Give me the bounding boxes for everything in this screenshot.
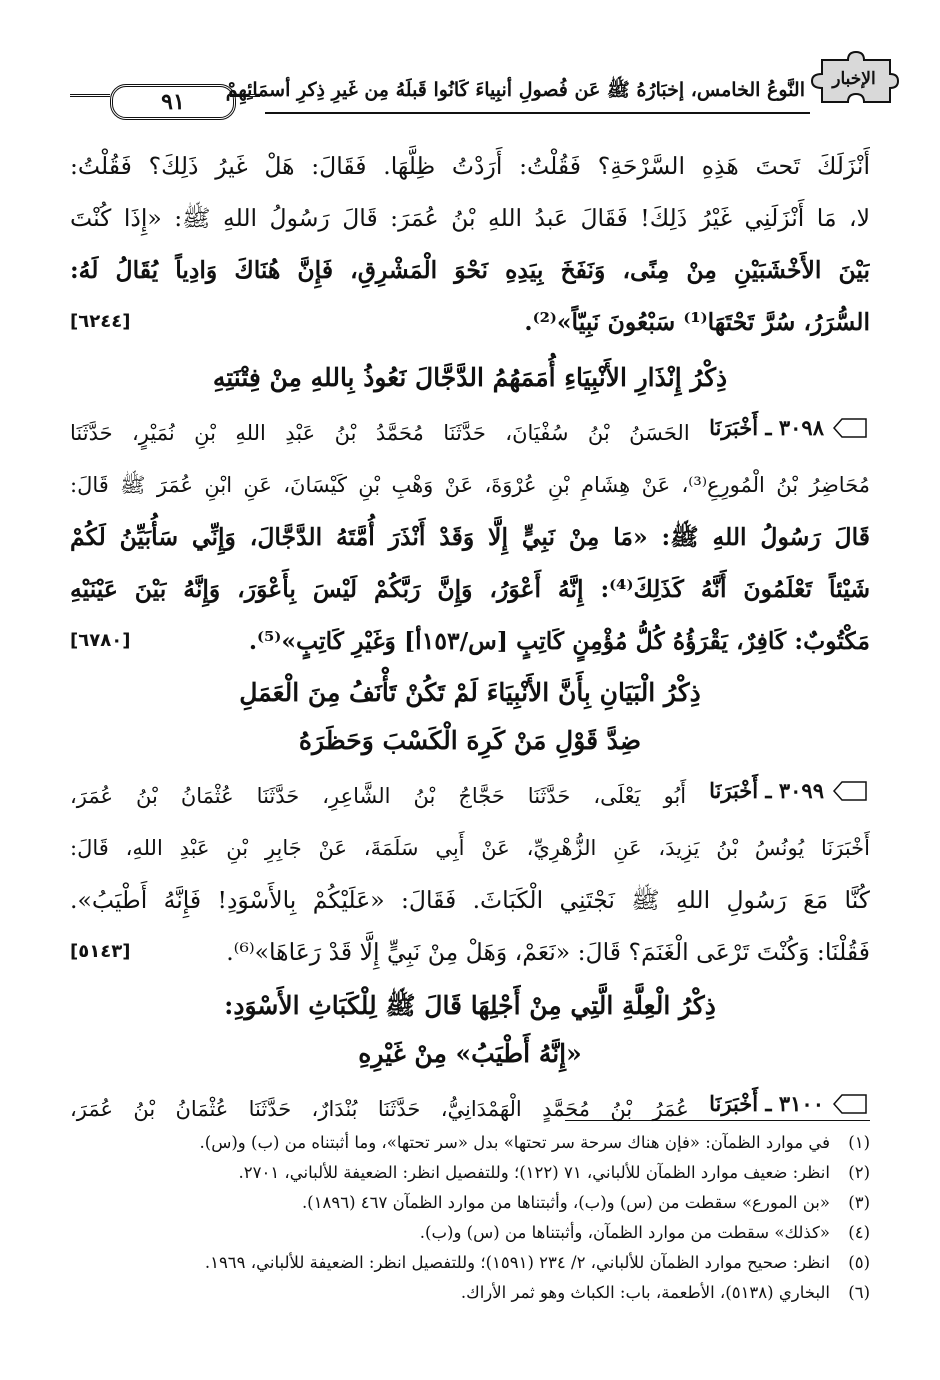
line-text: السُّرَرُ، سُرَّ تَحْتَهَا⁽¹⁾ سَبْعُونَ نَبِيّاً»⁽²⁾. — [524, 308, 870, 336]
section-heading: ذِكْرُ الْعِلَّةِ الَّتِي مِنْ أَجْلِهَا قَالَ ﷺ لِلْكَبَاثِ الأَسْوَدِ: — [224, 991, 716, 1020]
hadith-start — [709, 402, 870, 454]
text-line — [70, 296, 870, 348]
footnote-number: (٢) — [848, 1163, 870, 1182]
footnote-text: «كذلك» سقطت من موارد الظمآن، وأثبتناها من (س) و(ب). — [419, 1223, 830, 1242]
footnote-text: انظر: صحيح موارد الظمآن للألباني، ٢/ ٢٣٤ (١٥٩١)؛ وللتفصيل انظر: الضعيفة للألباني، ١٩٦٩. — [204, 1253, 830, 1272]
footnote — [110, 1188, 870, 1218]
footnote-number: (٣) — [848, 1193, 870, 1212]
footnote-text: البخاري (٥١٣٨)، الأطعمة، باب: الكباث وهو ثمر الأراك. — [460, 1283, 830, 1302]
line-text: أَبُو يَعْلَى، حَدَّثَنَا حَجَّاجُ بْنُ الشَّاعِرِ، حَدَّثَنَا عُثْمَانُ بْنُ عُمَرَ، — [70, 784, 687, 808]
text-line — [70, 615, 870, 667]
text-line: بَيْنَ الأَخْشَبَيْنِ مِنْ مِنًى، وَنَفَخَ بِيَدِهِ نَحْوَ الْمَشْرِقِ، فَإِنَّ هُنَاكَ وَادِياً يُقَالُ لَهُ: — [70, 256, 870, 284]
hadith-3100-line — [70, 1078, 870, 1135]
text-line: قَالَ رَسُولُ اللهِ ﷺ: «مَا مِنْ نَبِيٍّ إِلَّا وَقَدْ أَنْذَرَ أُمَّتَهُ الدَّجَّالَ، وَإِنِّي سَأُبَيِّنُ لَكُمْ — [70, 523, 870, 551]
page-number: ٩١ — [110, 84, 236, 120]
reference-number: [٦٢٤٤] — [70, 311, 131, 332]
footnote-number: (٤) — [848, 1223, 870, 1242]
footnote-number: (١) — [848, 1133, 870, 1152]
main-text — [70, 140, 870, 1135]
footnote-text: في موارد الظمآن: «فإن هناك سرحة سر تحتها» بدل «سر تحتها»، وما أثبتناه من (ب) و(س). — [199, 1133, 830, 1152]
section-heading: ذِكْرُ الْبَيَانِ بِأَنَّ الأَنْبِيَاءَ لَمْ تَكُنْ تَأْنَفُ مِنَ الْعَمَلِ — [239, 678, 701, 707]
text-line: لا، مَا أَنْزَلَنِي غَيْرُ ذَلِكَ! فَقَالَ عَبدُ اللهِ بْنُ عُمَرَ: قَالَ رَسُولُ اللهِ ﷺ: «إِذَا كُنْتَ — [70, 204, 870, 232]
footnote — [110, 1128, 870, 1158]
footnote — [110, 1218, 870, 1248]
section-heading: «إِنَّهُ أَطْيَبُ» مِنْ غَيْرِهِ — [358, 1039, 582, 1068]
section-heading: ضِدَّ قَوْلِ مَنْ كَرِهَ الْكَسْبَ وَحَظَرَهُ — [298, 726, 642, 755]
footnotes — [110, 1128, 870, 1308]
footnote-number: (٦) — [848, 1283, 870, 1302]
khabar-badge-icon — [830, 779, 870, 803]
footnote — [110, 1278, 870, 1308]
text-line: أَنْزَلَكَ تَحتَ هَذِهِ السَّرْحَةِ؟ فَقُلْتُ: أَرَدْتُ ظِلَّهَا. فَقَالَ: هَلْ غَيرُ ذَلِكَ؟ فَقُلْتُ: — [70, 152, 870, 180]
footnote-number: (٥) — [848, 1253, 870, 1272]
line-text: فَقُلْنَا: وَكُنْتَ تَرْعَى الْغَنَمَ؟ قَالَ: «نَعَمْ، وَهَلْ مِنْ نَبِيٍّ إِلَّا قَدْ رَعَاهَا»⁽⁶⁾. — [226, 938, 870, 966]
hadith-number: ٣٠٩٩ ـ أَخْبَرَنَا — [709, 778, 824, 803]
text-line: مُحَاضِرُ بْنُ الْمُورِعِ⁽³⁾، عَنْ هِشَامِ بْنِ عُرْوَةَ، عَنْ وَهْبِ بْنِ كَيْسَانَ، عَنِ ابْنِ عُمَرَ ﷺ قَالَ: — [70, 473, 870, 497]
footnote-rule — [565, 1120, 870, 1121]
section-tab-label: الإخبار — [832, 69, 876, 89]
hadith-number: ٣٠٩٨ ـ أَخْبَرَنَا — [709, 415, 824, 440]
text-line: شَيْئاً تَعْلَمُونَ أَنَّهُ كَذَلِكَ⁽⁴⁾: إِنَّهُ أَعْوَرُ، وَإِنَّ رَبَّكُمْ لَيْسَ بِأَعْوَرَ، وَإِنَّهُ بَيْنَ عَيْنَيْهِ — [70, 575, 870, 603]
section-heading: ذِكْرُ إِنْذَارِ الأَنْبِيَاءِ أُمَمَهُمُ الدَّجَّالَ نَعُوذُ بِاللهِ مِنْ فِتْنَتِهِ — [212, 363, 728, 392]
reference-number: [٦٧٨٠] — [70, 630, 131, 651]
hadith-number: ٣١٠٠ ـ أَخْبَرَنَا — [709, 1091, 824, 1116]
text-line: أَخْبَرَنَا يُونُسُ بْنُ يَزِيدَ، عَنِ الزُّهْرِيِّ، عَنْ أَبِي سَلَمَةَ، عَنْ جَابِرِ بْنِ عَبْدِ اللهِ، قَالَ: — [70, 836, 870, 860]
reference-number: [٥١٤٣] — [70, 941, 131, 962]
hadith-start — [709, 1078, 870, 1130]
section-tab — [808, 50, 900, 108]
line-text: الحَسَنُ بْنُ سُفْيَانَ، حَدَّثَنَا مُحَمَّدُ بْنُ عَبْدِ اللهِ بْنِ نُمَيْرٍ، حَدَّثَنَا — [70, 421, 690, 445]
hadith-3098-line — [70, 402, 870, 459]
footnote — [110, 1158, 870, 1188]
hadith-start — [709, 765, 870, 817]
hadith-3099-line — [70, 765, 870, 822]
footnote-text: «بن المورع» سقطت من (س) و(ب)، وأثبتناها من موارد الظمآن ٤٦٧ (١٨٩٦). — [301, 1193, 830, 1212]
line-text: عُمَرُ بْنُ مُحَمَّدٍ الْهَمْدَانِيُّ، حَدَّثَنَا بُنْدَارٌ، حَدَّثَنَا عُثْمَانُ بْنُ عُمَرَ، — [70, 1097, 689, 1121]
text-line: كُنَّا مَعَ رَسُولِ اللهِ ﷺ نَجْتَنِي الْكَبَاثَ. فَقَالَ: «عَلَيْكُمْ بِالأَسْوَدِ! فَإِنَّهُ أَطْيَبُ». — [70, 886, 870, 914]
running-head: النَّوعُ الخامس، إخبَارُهُ ﷺ عَن فُصولِ أنبِياءَ كَانُوا قَبلَهُ مِن غَيرِ ذِكرِ أسمَائِهِمْ — [225, 79, 805, 101]
header-underline — [265, 112, 810, 114]
footnote — [110, 1248, 870, 1278]
text-line — [70, 926, 870, 978]
footnote-text: انظر: ضعيف موارد الظمآن للألباني، ٧١ (١٢٢)؛ وللتفصيل انظر: الضعيفة للألباني، ٢٧٠١. — [238, 1163, 830, 1182]
page-header — [70, 62, 876, 132]
line-text: مَكْتُوبٌ: كَافِرٌ، يَقْرَؤُهُ كُلُّ مُؤْمِنٍ كَاتِبٍ [س/١٥٣أ] وَغَيْرِ كَاتِبٍ»⁽⁵⁾. — [248, 627, 870, 655]
khabar-badge-icon — [830, 416, 870, 440]
khabar-badge-icon — [830, 1092, 870, 1116]
header-rule-left — [70, 94, 110, 97]
